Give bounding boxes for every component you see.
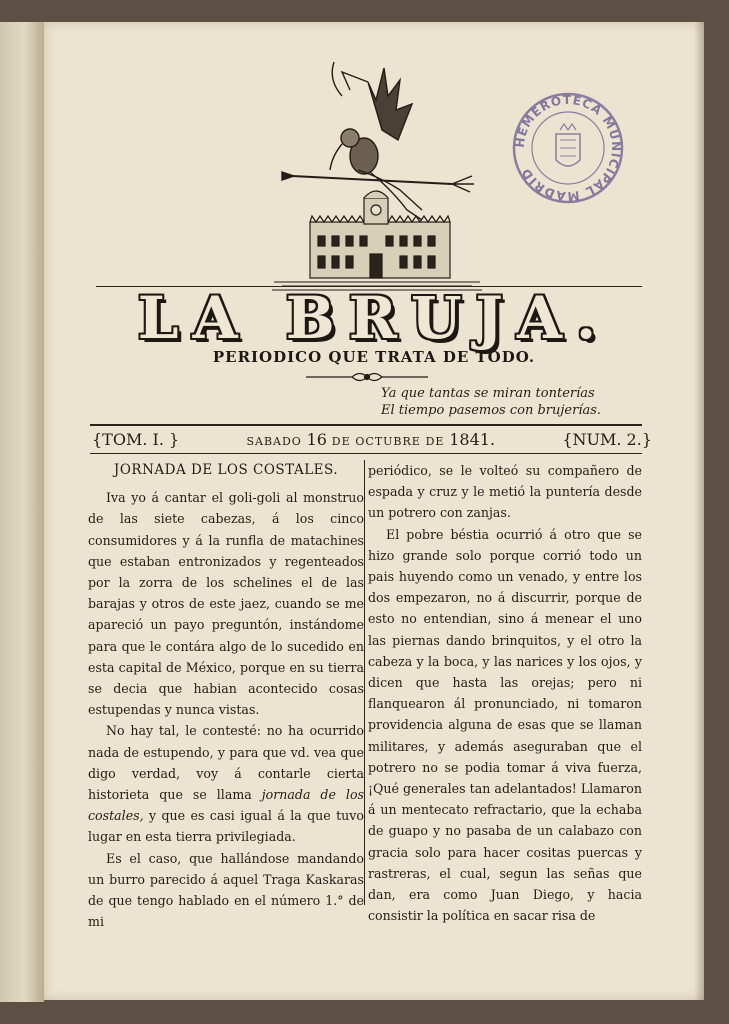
date-month: OCTUBRE — [355, 434, 421, 448]
library-stamp — [510, 90, 626, 206]
ornament-divider — [302, 368, 432, 386]
column-separator — [364, 460, 365, 905]
newspaper-subtitle: PERIODICO QUE TRATA DE TODO. — [212, 348, 536, 366]
article-column-left — [88, 460, 364, 932]
article-paragraph: periódico, se le volteó su compañero de espada y cruz y le metió la puntería desde un potrero con zanjas. — [368, 463, 642, 521]
article-text: No hay tal, le contesté: no ha ocurrido nada de estupendo, y para que vd. vea que digo verdad, voy á contarle cierta historieta que se llama — [88, 723, 364, 803]
motto-line-1: Ya que tantas se miran tonterías — [381, 386, 595, 401]
date-day: SABADO — [246, 434, 302, 448]
issue-rule-bottom — [90, 453, 642, 454]
stamp-text: HEMEROTECA MUNICIPAL MADRID — [512, 92, 624, 204]
motto-line-2: El tiempo pasemos con brujerías. — [381, 403, 602, 418]
book-binding — [0, 22, 44, 1002]
date-number: 16 — [306, 429, 327, 449]
article-paragraph: Iva yo á cantar el goli-goli al monstruo de las siete cabezas, á los cinco consumidores y á la runfla de matachines que estaban entronizados y regenteados por la zorra de los schelines el de las barajas y otros de este jaez, cuando se me apareció un payo preguntón, instándome para que le contára algo de lo sucedido en esta capital de México, porque en su tierra se decia que habian acontecido cosas estupendas y nunca vistas. — [88, 490, 364, 718]
article-heading: JORNADA DE LOS COSTALES. — [113, 462, 339, 478]
issue-line — [92, 427, 652, 451]
article-paragraph — [88, 720, 364, 847]
date-de-2: DE — [425, 434, 445, 448]
article-text: y que es casi igual á la que tuvo lugar en esta tierra privilegiada. — [88, 808, 364, 845]
article-column-right — [368, 460, 642, 926]
motto — [381, 385, 601, 419]
witch-illustration — [272, 60, 482, 305]
issue-rule-top — [90, 424, 642, 426]
article-paragraph: Es el caso, que hallándose mandando un burro parecido á aquel Traga Kaskaras de que tengo hablado en el número 1.° de mi — [88, 850, 364, 930]
date-year: 1841. — [449, 429, 496, 449]
num-label: {NUM. 2.} — [562, 429, 652, 449]
tom-label: {TOM. I. } — [92, 429, 180, 449]
page-edge-shadow — [694, 22, 704, 1000]
date-de-1: DE — [331, 434, 351, 448]
issue-date — [246, 430, 495, 449]
article-italic-phrase: jornada de los costales, — [88, 787, 364, 824]
newspaper-page — [44, 22, 704, 1000]
newspaper-title: LA BRUJA. — [137, 284, 611, 352]
article-paragraph: El pobre béstia ocurrió á otro que se hizo grande solo porque corrió todo un pais huyendo como un venado, y entre los dos empezaron, no á discurrir, porque de esto no entendian, sino á menear el uno las piernas dando brinquitos, y el otro la cabeza y la boca, y las narices y los ojos, y dicen que hasta las orejas; pero ni flanquearon ál pronunciado, ni tomaron providencia alguna de esas que se llaman militares, y además aseguraban que el potrero no se podia tomar á viva fuerza, ¡Qué generales tan adelantados! Llamaron á un mentecato refractario, que la echaba de guapo y no pasaba de un calabazo con gracia solo para hacer cositas puercas y rastreras, el cual, segun las señas que dan, era como Juan Diego, y hacia consistir la política en sacar risa de — [368, 526, 642, 924]
